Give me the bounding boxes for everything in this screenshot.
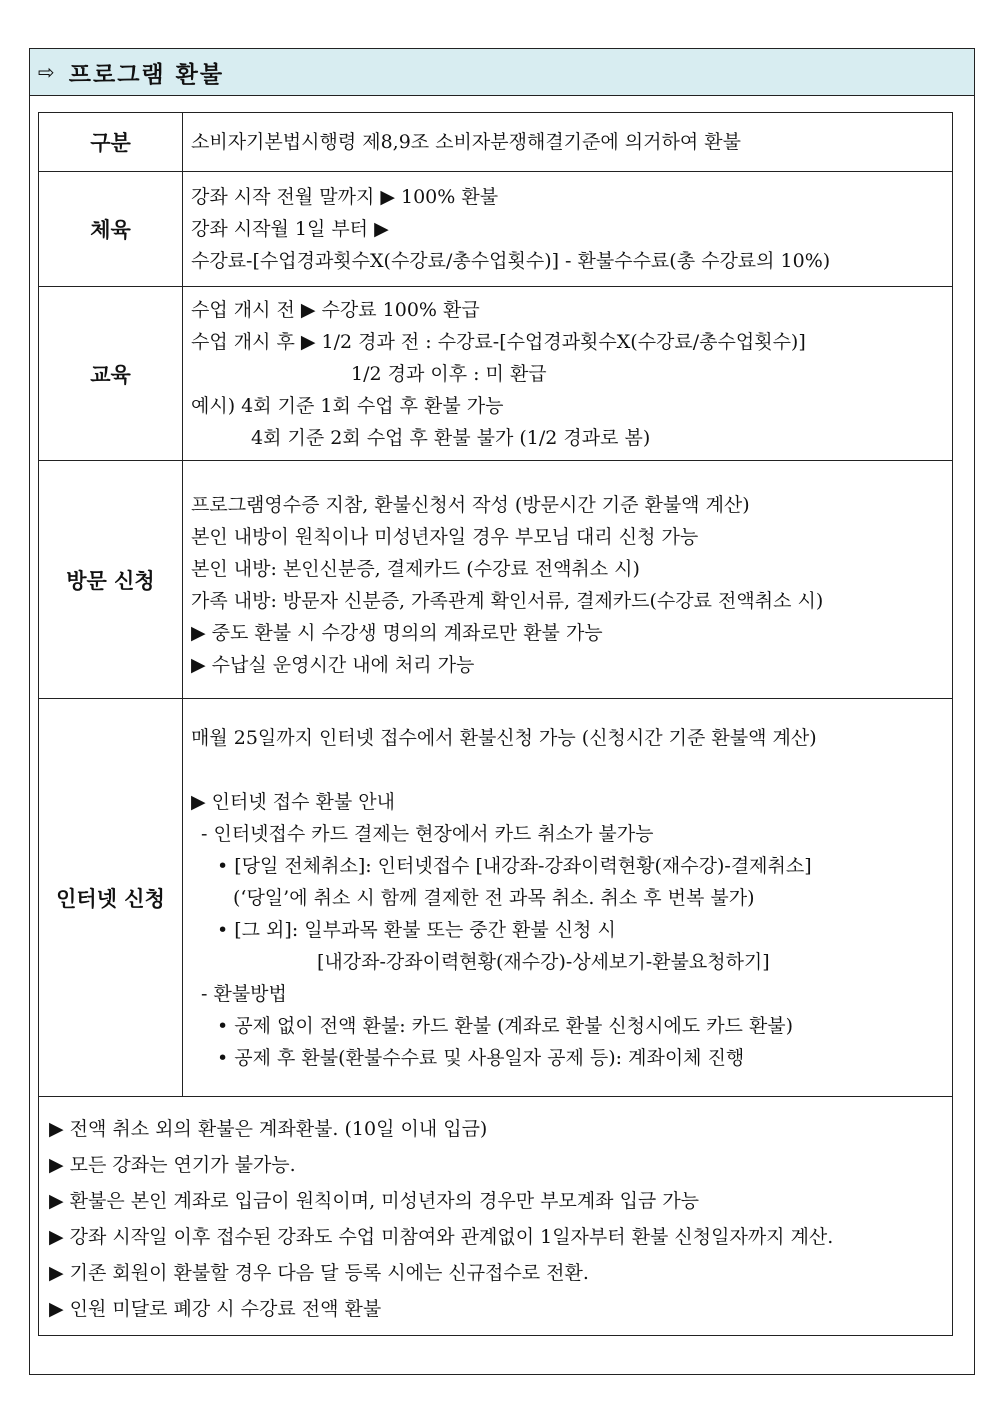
row-label: 인터넷 신청 [39,699,183,1097]
note-item: ▶ 기존 회원이 환불할 경우 다음 달 등록 시에는 신규접수로 전환. [49,1262,589,1284]
content-line: [내강좌-강좌이력현황(재수강)-상세보기-환불요청하기] [317,950,770,973]
content-line: ▶ 수납실 운영시간 내에 처리 가능 [191,653,475,676]
content-line: - 환불방법 [201,982,287,1005]
note-item: ▶ 모든 강좌는 연기가 불가능. [49,1154,296,1176]
table-row [39,461,953,699]
row-label: 방문 신청 [39,461,183,699]
content-line: • [그 외]: 일부과목 환불 또는 중간 환불 신청 시 [217,918,616,941]
content-line: ▶ 중도 환불 시 수강생 명의의 계좌로만 환불 가능 [191,621,603,644]
content-line: • 공제 없이 전액 환불: 카드 환불 (계좌로 환불 신청시에도 카드 환불) [217,1014,794,1037]
table-row [39,172,953,287]
content-line: 수강료-[수업경과횟수X(수강료/총수업횟수)] - 환불수수료(총 수강료의 10%) [191,250,831,272]
content-line: 본인 내방: 본인신분증, 결제카드 (수강료 전액취소 시) [191,557,640,580]
content-line: 예시) 4회 기준 1회 수업 후 환불 가능 [191,394,504,417]
section-header [30,49,974,96]
row-label: 구분 [39,113,183,172]
content-line: (‘당일’에 취소 시 함께 결제한 전 과목 취소. 취소 후 번복 불가) [233,886,755,909]
content-line: 1/2 경과 이후 : 미 환급 [351,362,547,385]
row-label: 체육 [39,172,183,287]
note-item: ▶ 환불은 본인 계좌로 입금이 원칙이며, 미성년자의 경우만 부모계좌 입금 가능 [49,1190,700,1212]
content-line: 강좌 시작 전월 말까지 ▶ 100% 환불 [191,186,499,208]
content-line: 본인 내방이 원칙이나 미성년자일 경우 부모님 대리 신청 가능 [191,525,699,548]
section-title: 프로그램 환불 [68,60,225,88]
content-line [191,754,944,786]
row-content [183,461,953,699]
content-line: • 공제 후 환불(환불수수료 및 사용일자 공제 등): 계좌이체 진행 [217,1046,745,1069]
row-label: 교육 [39,287,183,461]
row-content [183,287,953,461]
content-line: 수업 개시 전 ▶ 수강료 100% 환급 [191,298,480,321]
notes-row [39,1097,953,1336]
content-line: 프로그램영수증 지참, 환불신청서 작성 (방문시간 기준 환불액 계산) [191,493,750,516]
content-line: 소비자기본법시행령 제8,9조 소비자분쟁해결기준에 의거하여 환불 [191,131,741,153]
table-row [39,699,953,1097]
content-line: - 인터넷접수 카드 결제는 현장에서 카드 취소가 불가능 [201,822,654,845]
note-item: ▶ 인원 미달로 폐강 시 수강료 전액 환불 [49,1298,382,1320]
table-row [39,287,953,461]
table-row [39,113,953,172]
row-content [183,172,953,287]
refund-section [29,48,975,1375]
notes-cell [39,1097,953,1336]
content-line: 가족 내방: 방문자 신분증, 가족관계 확인서류, 결제카드(수강료 전액취소 시) [191,589,824,612]
content-line: 수업 개시 후 ▶ 1/2 경과 전 : 수강료-[수업경과횟수X(수강료/총수업횟수)] [191,330,806,353]
note-item: ▶ 강좌 시작일 이후 접수된 강좌도 수업 미참여와 관계없이 1일자부터 환불 신청일자까지 계산. [49,1226,834,1248]
content-line: 4회 기준 2회 수업 후 환불 불가 (1/2 경과로 봄) [251,426,651,449]
content-line: 매월 25일까지 인터넷 접수에서 환불신청 가능 (신청시간 기준 환불액 계산) [191,726,817,749]
note-item: ▶ 전액 취소 외의 환불은 계좌환불. (10일 이내 입금) [49,1118,488,1140]
content-line: ▶ 인터넷 접수 환불 안내 [191,790,395,813]
row-content [183,113,953,172]
right-arrow-icon: ⇨ [38,60,55,84]
refund-table [38,112,953,1336]
content-line: • [당일 전체취소]: 인터넷접수 [내강좌-강좌이력현황(재수강)-결제취소] [217,854,812,877]
content-line: 강좌 시작월 1일 부터 ▶ [191,218,389,240]
row-content [183,699,953,1097]
